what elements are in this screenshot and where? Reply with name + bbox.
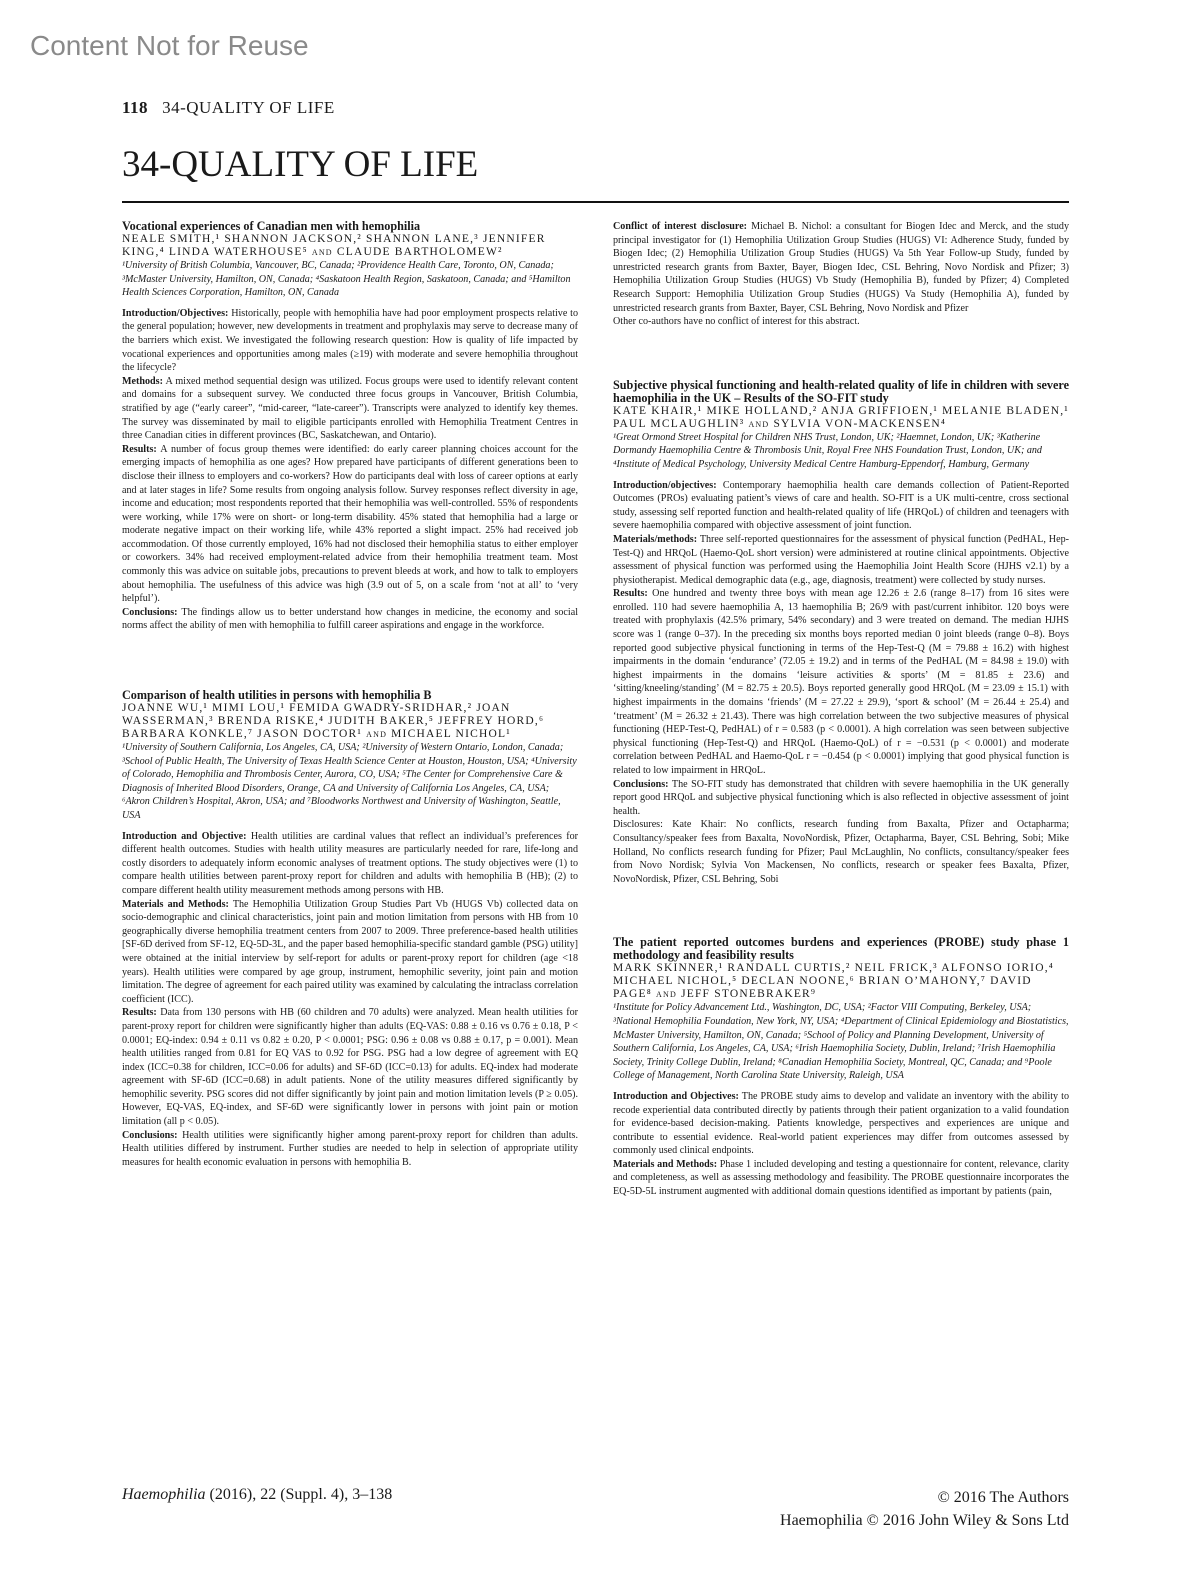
coi-other: Other co-authors have no conflict of interest for this abstract. bbox=[613, 316, 860, 328]
section-heading: Materials/methods: bbox=[613, 533, 698, 545]
abstract-affiliations: ¹Institute for Policy Advancement Ltd., Washington, DC, USA; ²Factor VIII Computing, Berkeley, USA; ³National Hemophilia Foundation, New York, NY, USA; ⁴Department of Clinical Epidemiology and Biostatistics, McMaster University, Hamilton, ON, Canada; ⁵School of Policy and Planning Development, University of Southern California, Los Angeles, CA, USA; ⁶Irish Haemophilia Society, Dublin, Ireland; ⁷Irish Haemophilia Society, Trinity College Dublin, Ireland; ⁸Canadian Hemophilia Society, Montreal, QC, Canada; and ⁹Poole College of Management, North Carolina State University, Raleigh, USA bbox=[613, 1002, 1069, 1082]
abstract-section bbox=[613, 587, 1069, 777]
abstract-section bbox=[613, 1090, 1069, 1158]
copyright-authors: © 2016 The Authors bbox=[937, 1489, 1069, 1506]
abstract-vocational bbox=[122, 220, 578, 633]
abstract-section bbox=[613, 479, 1069, 533]
section-heading: Introduction and Objectives: bbox=[613, 1090, 739, 1102]
abstract-sofit bbox=[613, 379, 1069, 887]
abstract-title: Vocational experiences of Canadian men with hemophilia bbox=[122, 219, 421, 233]
section-heading: Materials and Methods: bbox=[122, 898, 229, 910]
footer-citation bbox=[122, 1486, 392, 1504]
title-rule bbox=[122, 201, 1069, 203]
conflict-of-interest bbox=[613, 220, 1069, 329]
watermark: Content Not for Reuse bbox=[30, 30, 309, 61]
abstract-authors: JOANNE WU,¹ MIMI LOU,¹ FEMIDA GWADRY-SRIDHAR,² JOAN WASSERMAN,³ BRENDA RISKE,⁴ JUDITH BAKER,⁵ JEFFREY HORD,⁶ BARBARA KONKLE,⁷ JASON DOCTOR¹ and MICHAEL NICHOL¹ bbox=[122, 702, 545, 741]
left-column bbox=[122, 220, 578, 1225]
section-text: The SO-FIT study has demonstrated that children with severe haemophilia in the UK generally report good HRQoL and subjective physical functioning which is also reflected in objective assessment of joint health. bbox=[613, 778, 1070, 817]
running-head bbox=[122, 98, 335, 118]
section-heading: Conclusions: bbox=[122, 606, 178, 618]
abstract-section bbox=[613, 1158, 1069, 1199]
abstract-title: Subjective physical functioning and health-related quality of life in children with severe haemophilia in the UK – Results of the SO-FIT study bbox=[613, 377, 1069, 405]
section-heading: Introduction and Objective: bbox=[122, 830, 247, 842]
section-heading: Conflict of interest disclosure: bbox=[613, 221, 748, 232]
copyright-publisher: Haemophilia © 2016 John Wiley & Sons Ltd bbox=[780, 1512, 1069, 1529]
citation-details: (2016), 22 (Suppl. 4), 3–138 bbox=[209, 1486, 393, 1503]
abstract-title: Comparison of health utilities in persons with hemophilia B bbox=[122, 688, 432, 703]
section-heading: Results: bbox=[122, 1007, 157, 1019]
section-text: Phase 1 included developing and testing a questionnaire for content, relevance, clarity and completeness, as well as assessing methodology and feasibility. The PROBE questionnaire incorporates the EQ-5D-5L instrument augmented with additional domain questions identified as important by patients (pain, bbox=[613, 1158, 1069, 1198]
abstract-affiliations: ¹University of Southern California, Los Angeles, CA, USA; ²University of Western Ontario, London, Canada; ³School of Public Health, The University of Texas Health Science Center at Houston, Houston, USA; ⁴University of Colorado, Hemophilia and Thrombosis Center, Aurora, CO, USA; ⁵The Center for Comprehensive Care & Diagnosis of Inherited Blood Disorders, Orange, CA and University of California Los Angeles, CA, USA; ⁶Akron Children’s Hospital, Akron, USA; and ⁷Bloodworks Northwest and University of Washington, Seattle, USA bbox=[122, 742, 577, 821]
section-text: The Hemophilia Utilization Group Studies Part Vb (HUGS Vb) collected data on socio-demographic and clinical characteristics, joint pain and motion limitation from persons with HB from 10 geographically diverse hemophilia treatment centers from 2007 to 2009. Three preference-based health utilities [SF-6D derived from SF-12, EQ-5D-3L, and the paper based hemophilia-specific standard gamble (PSG) utility] were obtained at the initial interview by self-report for adults or parent-proxy report for children (age <18 years). Health utilities were compared by age group, instrument, hemophilic severity, joint pain and motion limitation. The degree of agreement for each paired utility was examined by calculating the intraclass correlation coefficient (ICC). bbox=[122, 898, 579, 1005]
page-number: 118 bbox=[122, 98, 149, 117]
section-text: Historically, people with hemophilia have had poor employment prospects relative to the general population; however, new developments in treatment and prophylaxis may serve to decrease many of the barriers which exist. We investigated the following research question: How is quality of life impacted by vocational experiences and opportunities among males (≥19) with moderate and severe hemophilia throughout the lifecycle? bbox=[122, 307, 578, 374]
abstract-section bbox=[122, 443, 578, 606]
abstract-section bbox=[122, 1129, 578, 1170]
right-column bbox=[613, 220, 1069, 1199]
section-text: A number of focus group themes were identified: do early career planning choices account for the emerging impacts of hemophilia as one ages? How prepared have participants of different generations been to disclose their illness to employers and co-workers? How do participants deal with loss of career options at early and at later stages in life? Some results from ongoing analysis follow. Survey responses reflect diversity in age, income and education; most respondents reported that their hemophilia was well-controlled. 55% of respondents were working, while 17% were on short- or long-term disability. 45% stated that hemophilia had a large or moderate negative impact on their working life, while 43% reported a slight impact. 25% had received job accommodation. Of those currently employed, 16% had not disclosed their hemophilia status to either employer or coworkers. 34% had received employment-related advice from their hemophilia treatment team. Most commonly this was advice on suitable jobs, precautions to prevent bleeds at work, and how to talk to employers about hemophilia. The usefulness of this advice was high (3.9 out of 5, on a scale from ‘not at all’ to ‘very helpful’). bbox=[122, 443, 578, 605]
section-heading: Conclusions: bbox=[613, 778, 669, 790]
footer-copyright bbox=[780, 1486, 1069, 1532]
section-text: A mixed method sequential design was utilized. Focus groups were used to identify relevant content and domains for a subsequent survey. We conducted three focus groups in Vancouver, British Columbia, stratified by age (“early career”, “mid-career, “late-career”). Transcripts were analyzed to identify key themes. The survey was disseminated by mail to eligible participants enrolled with Hemophilia Treatment Centres in three Canadian cities in different provinces (BC, Saskatchewan, and Ontario). bbox=[122, 375, 579, 442]
section-text: Data from 130 persons with HB (60 children and 70 adults) were analyzed. Mean health utilities for parent-proxy report for children were significantly higher than adults (EQ-VAS: 0.88 ± 0.16 vs 0.76 ± 0.18, P < 0.0001; EQ-index: 0.94 ± 0.11 vs 0.82 ± 0.20, P < 0.0001; PSG: 0.96 ± 0.08 vs 0.88 ± 0.17, p = 0.001). Mean health utilities ranged from 0.81 for EQ VAS to 0.92 for PSG. PSG had a low degree of agreement with EQ index (ICC=0.38 for children, ICC=0.06 for adults) and SF-6D (ICC=0.13) for adults. EQ-index had moderate agreement with SF-6D (ICC=0.68) in adult patients. None of the utility measures differed significantly by hemophilic severity. PSG scores did not differ significantly by joint pain and motion limitation levels (P ≥ 0.05). However, EQ-VAS, EQ-index, and SF-6D were significantly lower in persons with joint pain or motion limitation (all p < 0.05). bbox=[122, 1007, 579, 1128]
section-heading: Introduction/Objectives: bbox=[122, 307, 229, 319]
section-heading: Introduction/objectives: bbox=[613, 479, 717, 491]
abstract-title: The patient reported outcomes burdens and experiences (PROBE) study phase 1 methodology and feasibility results bbox=[613, 935, 1069, 963]
section-heading: Materials and Methods: bbox=[613, 1158, 718, 1170]
abstract-section bbox=[122, 375, 578, 443]
abstract-section bbox=[613, 778, 1069, 819]
section-text: The findings allow us to better understand how changes in medicine, the economy and social norms affect the ability of men with hemophilia to fulfill career aspirations and engage in the workforce. bbox=[122, 606, 579, 632]
abstract-probe bbox=[613, 936, 1069, 1198]
abstract-section bbox=[122, 606, 578, 633]
abstract-affiliations: ¹University of British Columbia, Vancouver, BC, Canada; ²Providence Health Care, Toronto, ON, Canada; ³McMaster University, Hamilton, ON, Canada; ⁴Saskatoon Health Region, Saskatoon, Canada; and ⁵Hamilton Health Sciences Corporation, Hamilton, ON, Canada bbox=[122, 260, 571, 299]
disclosures: Disclosures: Kate Khair: No conflicts, research funding from Baxalta, Pfizer and Octapharma; Consultancy/speaker fees from Baxalta, NovoNordisk, Pfizer, Octapharma, Bayer, CSL Behring, Sobi; Mike Holland, No conflicts research funding for Pfizer; Paul McLaughlin, No conflicts, consultancy/speaker fees from Novo Nordisk; Sylvia Von Mackensen, No conflicts, research or speaker fees Baxalta, Pfizer, NovoNordisk, Pfizer, CSL Behring, Sobi bbox=[613, 819, 1069, 885]
section-text: Three self-reported questionnaires for the assessment of physical function (PedHAL, Hep-Test-Q) and HRQoL (Haemo-QoL short version) were administered at routine clinical appointments. Objective assessment of physical function was performed using the Haemophilia Joint Health Score (HJHS v2.1) by a physiotherapist. Medical demographic data (e.g., age, diagnosis, treatment) were collected by study nurses. bbox=[613, 533, 1069, 586]
abstract-section bbox=[122, 307, 578, 375]
section-text: Michael B. Nichol: a consultant for Biogen Idec and Merck, and the study principal investigator for (1) Hemophilia Utilization Group Studies (HUGS) VI: Adherence Study, funded by Biogen Idec; (2) Hemophilia Utilization Group Studies (HUGS) Va 5th Year Follow-up Study, funded by unrestricted research grants from Baxter, Bayer, Biogen Idec, CSL Behring, Novo Nordisk and Pfizer; 3) Hemophilia Utilization Group Studies (HUGS) Vb Study (Hemophilia B), funded by Pfizer; 4) Completed Research Support: Hemophilia Utilization Group Studies (HUGS) Va Study (Hemophilia A), funded by unrestricted research grants from Baxter, Bayer, CSL Behring, Novo Nordisk and Pfizer bbox=[613, 221, 1070, 314]
section-heading: Methods: bbox=[122, 375, 163, 387]
section-text: The PROBE study aims to develop and validate an inventory with the ability to recode experiential data contributed directly by patients through their patient organization to a valid foundation for evidence-based decision-making. Patients knowledge, perspectives and experiences are unique and contribute to essential evidence. Real-world patient experiences may differ from outcomes assessed by commonly used clinical endpoints. bbox=[613, 1090, 1069, 1157]
section-heading: Results: bbox=[613, 588, 648, 600]
journal-name: Haemophilia bbox=[122, 1486, 206, 1503]
section-text: Contemporary haemophilia health care demands collection of Patient-Reported Outcomes (PROs) evaluating patient’s views of care and health. SO-FIT is a UK multi-centre, cross sectional study, assessing self reported function and health-related quality of life (HRQoL) of children and teenagers with severe haemophilia compared with objective assessment of joint function. bbox=[613, 479, 1069, 532]
section-heading: Conclusions: bbox=[122, 1129, 178, 1141]
coi-paragraph bbox=[613, 220, 1069, 315]
section-text: Health utilities are cardinal values that reflect an individual’s preferences for different health outcomes. Studies with health utility measures are particularly needed for rare, life-long and costly disorders to adequately inform economic analyses of treatment options. The study objectives were (1) to compare health utilities between parent-proxy report for children and adults with hemophilia B (HB); (2) to compare different health utility measurement methods among persons with HB. bbox=[122, 830, 578, 896]
abstract-utilities bbox=[122, 689, 578, 1169]
abstract-section bbox=[122, 830, 578, 898]
running-head-section: 34-QUALITY OF LIFE bbox=[162, 98, 335, 117]
page-title: 34-QUALITY OF LIFE bbox=[122, 144, 479, 185]
abstract-authors: KATE KHAIR,¹ MIKE HOLLAND,² ANJA GRIFFIOEN,¹ MELANIE BLADEN,¹ PAUL MCLAUGHLIN³ and SYLVIA VON-MACKENSEN⁴ bbox=[613, 404, 1069, 430]
abstract-section bbox=[122, 898, 578, 1007]
abstract-affiliations: ¹Great Ormond Street Hospital for Children NHS Trust, London, UK; ²Haemnet, London, UK; ³Katherine Dormandy Haemophilia Centre & Thrombosis Unit, Royal Free NHS Foundation Trust, London, UK; and ⁴Institute of Medical Psychology, University Medical Centre Hamburg-Eppendorf, Hamburg, Germany bbox=[613, 431, 1042, 470]
section-heading: Results: bbox=[122, 443, 157, 455]
section-text: One hundred and twenty three boys with mean age 12.26 ± 2.6 (range 8–17) from 16 sites were enrolled. 110 had severe haemophilia A, 13 haemophilia B; 26/9 with past/current inhibitor. 120 boys were treated with prophylaxis (42.5% primary, 54% secondary) and 3 were treated on demand. The median HJHS score was 1 (range 0–37). In the preceding six months boys reported median 0 joint bleeds (range 0–8). Boys reported good subjective physical functioning in terms of the Hep-Test-Q (M = 79.88 ± 16.2) with highest impairments in the domain ‘endurance’ (72.05 ± 19.2) and in terms of the PedHAL (M = 84.98 ± 19.0) with highest impairments in the domains ‘leisure activities & sports’ (M = 81.85 ± 23.6) and ‘sitting/kneeling/standing’ (M = 82.75 ± 20.5). Boys reported generally good HRQoL (M = 23.09 ± 15.1) with highest impairments in the domains ‘friends’ (M = 27.22 ± 29.9), ‘sport & school’ (M = 26.44 ± 25.4) and ‘treatment’ (M = 26.32 ± 21.43). There was high correlation between the two subjective measures of physical functioning (HEP-Test-Q, PedHAL) of r = 0.583 (p < 0.0001). A high correlation was seen between subjective physical functioning (Hep-Test-Q) and HRQoL (Haemo-QoL) of r = −0.531 (p < 0.0001) and moderate correlation between PedHAL and Haemo-QoL r = −0.454 (p < 0.0001) implying that good physical function is related to low impairment in HRQoL. bbox=[613, 588, 1069, 776]
abstract-authors: NEALE SMITH,¹ SHANNON JACKSON,² SHANNON LANE,³ JENNIFER KING,⁴ LINDA WATERHOUSE⁵ and CLAUDE BARTHOLOMEW² bbox=[122, 233, 546, 258]
abstract-section bbox=[613, 533, 1069, 587]
abstract-section bbox=[122, 1006, 578, 1128]
abstract-authors: MARK SKINNER,¹ RANDALL CURTIS,² NEIL FRICK,³ ALFONSO IORIO,⁴ MICHAEL NICHOL,⁵ DECLAN NOONE,⁶ BRIAN O’MAHONY,⁷ DAVID PAGE⁸ and JEFF STONEBRAKER⁹ bbox=[613, 962, 1055, 1001]
section-text: Health utilities were significantly higher among parent-proxy report for children than adults. Health utilities differed by instrument. Further studies are needed to help in selection of appropriate utility measures for health economic evaluation in persons with hemophilia B. bbox=[122, 1129, 578, 1168]
